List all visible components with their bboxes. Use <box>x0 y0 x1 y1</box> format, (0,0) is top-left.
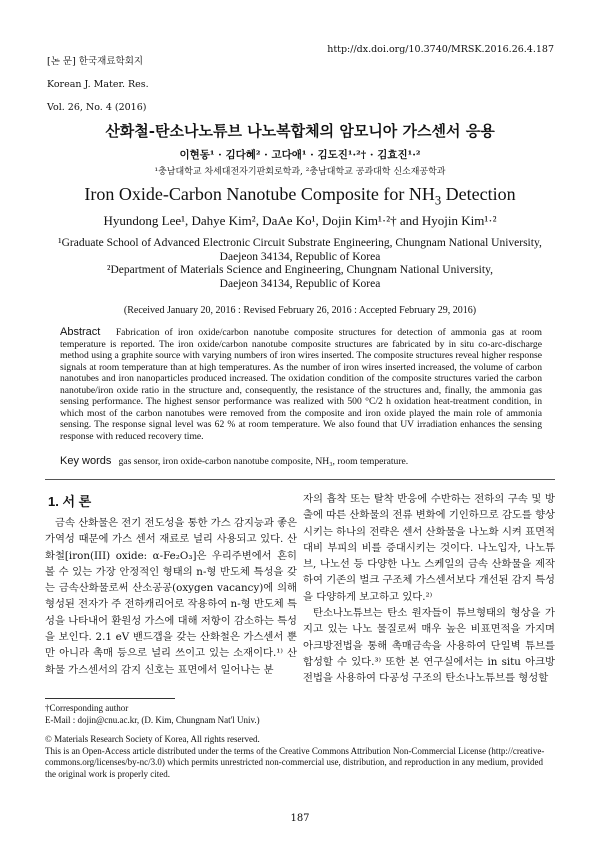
journal-header <box>47 44 149 125</box>
license-notice: This is an Open-Access article distributed under the terms of the Creative Commons Attribution Non-Commercial License (http://creative-commons.org/licenses/by-nc/3.0) which permits unrestricted non-commercial use, distribution, and reproduction in any medium, provided the original work is properly cited. <box>45 745 545 779</box>
affiliation-2-line1: ²Department of Materials Science and Engineering, Chungnam National University, <box>107 264 493 276</box>
affiliation-1 <box>40 236 560 264</box>
journal-english-name: Korean J. Mater. Res. <box>47 78 149 90</box>
corresponding-author: †Corresponding author <box>45 703 129 713</box>
english-title-end: Detection <box>441 184 516 204</box>
keywords-text: gas sensor, iron oxide-carbon nanotube composite, NH₃, room temperature. <box>118 456 409 467</box>
corresponding-email: E-Mail : dojin@cnu.ac.kr, (D. Kim, Chungnam Nat'l Univ.) <box>45 714 260 725</box>
keywords-label: Key words <box>60 455 112 467</box>
abstract-text: Fabrication of iron oxide/carbon nanotube composite structures for detection of ammonia gas at room temperature is reported. The iron oxide/carbon nanotube composite structures are fabricated by in situ co-arc-discharge method using a graphite source with varying numbers of iron wires inserted. The composite structures reveal higher response signals at room temperature than at high temperatures. As the number of iron wires inserted increased, the volume of carbon nanotubes and iron nanoparticles produced increased. The oxidation condition of the composite structures varied the carbon nanotube/iron oxide ratio in the structure and, consequently, the resistance of the structures and, finally, the ammonia gas sensing performance. The highest sensor performance was realized with 500 °C/2 h oxidation heat-treatment condition, in which most of the carbon nanotubes were removed from the composite and iron oxide played the main role of ammonia sensing. The response signal level was 62 % at room temperature. We also found that UV irradiation enhances the sensing response with reduced recovery time. <box>60 327 542 442</box>
english-title-main: Iron Oxide-Carbon Nanotube Composite for NH <box>84 184 435 204</box>
journal-korean-name: [논 문] 한국재료학회지 <box>47 55 144 67</box>
page-number: 187 <box>290 813 310 824</box>
footnote-divider <box>45 698 175 699</box>
korean-affiliation: ¹충남대학교 차세대전자기판회로학과, ²충남대학교 공과대학 신소재공학과 <box>154 167 446 177</box>
right-column-paragraph-2: 탄소나노튜브는 탄소 원자들이 튜브형태의 형상을 가지고 있는 나노 물질로써 매우 높은 비표면적을 가지며 아크방전법을 통해 촉매금속을 사용하여 단일벽 튜브를 합성할 수 있다.³⁾ 또한 본 연구실에서는 in situ 아크방전법을 사용하여 다공성 구조의 탄소나노튜브를 형성할 <box>303 607 555 685</box>
english-title <box>0 184 600 209</box>
affiliation-1-line2: Daejeon 34134, Republic of Korea <box>219 251 381 263</box>
left-column-paragraph: 금속 산화물은 전기 전도성을 통한 가스 감지능과 좋은 가역성 때문에 가스 센서 재료로 널리 사용되고 있다. 산화철[iron(III) oxide: α-Fe₂O₃]은 우리주변에서 흔히 볼 수 있는 가장 안정적인 형태의 n-형 반도체 특성을 갖는 금속산화물로써 산소공공(oxygen vacancy)에 의해 형성된 전자가 주 전하캐리어로 작용하여 n-형 반도체 특성을 나타내어 환원성 가스에 대해 저항이 감소하는 특성을 보인다. 2.1 eV 밴드갭을 갖는 산화철은 가스센서 뿐만 아니라 촉매 등으로 널리 쓰이고 있는 소재이다.¹⁾ 산화물 가스센서의 감지 신호는 표면에서 일어나는 분 <box>45 517 297 676</box>
affiliation-2 <box>40 263 560 291</box>
english-authors: Hyundong Lee¹, Dahye Kim², DaAe Ko¹, Dojin Kim¹·²† and Hyojin Kim¹·² <box>103 213 497 228</box>
section-heading-introduction: 1. 서 론 <box>48 494 92 509</box>
english-title-subscript: 3 <box>434 193 442 208</box>
korean-title: 산화철-탄소나노튜브 나노복합체의 암모니아 가스센서 응용 <box>105 122 495 140</box>
affiliation-2-line2: Daejeon 34134, Republic of Korea <box>219 278 381 290</box>
right-column-paragraph-1: 자의 흡착 또는 탈착 반응에 수반하는 전하의 구속 및 방출에 따른 산화물의 전류 변화에 기인하므로 감도를 향상시키는 하나의 전략은 센서 산화물을 나노화 시켜 표면적 대비 부피의 비를 증대시키는 것이다. 나노입자, 나노튜브, 나노선 등 다양한 나노 스케일의 금속 산화물을 제작하여 기존의 벌크 구조체 가스센서보다 개선된 감지 특성을 다양하게 보고하고 있다.²⁾ <box>303 493 555 603</box>
abstract-label: Abstract <box>60 326 101 338</box>
footnotes <box>45 703 555 780</box>
korean-authors: 이현동¹ · 김다혜² · 고다애¹ · 김도진¹·²† · 김효진¹·² <box>179 149 421 161</box>
journal-volume: Vol. 26, No. 4 (2016) <box>47 101 147 113</box>
keywords <box>60 455 542 467</box>
section-divider <box>45 479 555 480</box>
received-dates: (Received January 20, 2016 : Revised February 26, 2016 : Accepted February 29, 2016) <box>123 305 477 316</box>
doi-link[interactable]: http://dx.doi.org/10.3740/MRSK.2016.26.4.187 <box>327 44 554 55</box>
abstract <box>60 327 542 442</box>
copyright-notice: © Materials Research Society of Korea, All rights reserved. <box>45 734 260 744</box>
right-column <box>303 491 555 687</box>
affiliation-1-line1: ¹Graduate School of Advanced Electronic Circuit Substrate Engineering, Chungnam National University, <box>58 237 542 249</box>
